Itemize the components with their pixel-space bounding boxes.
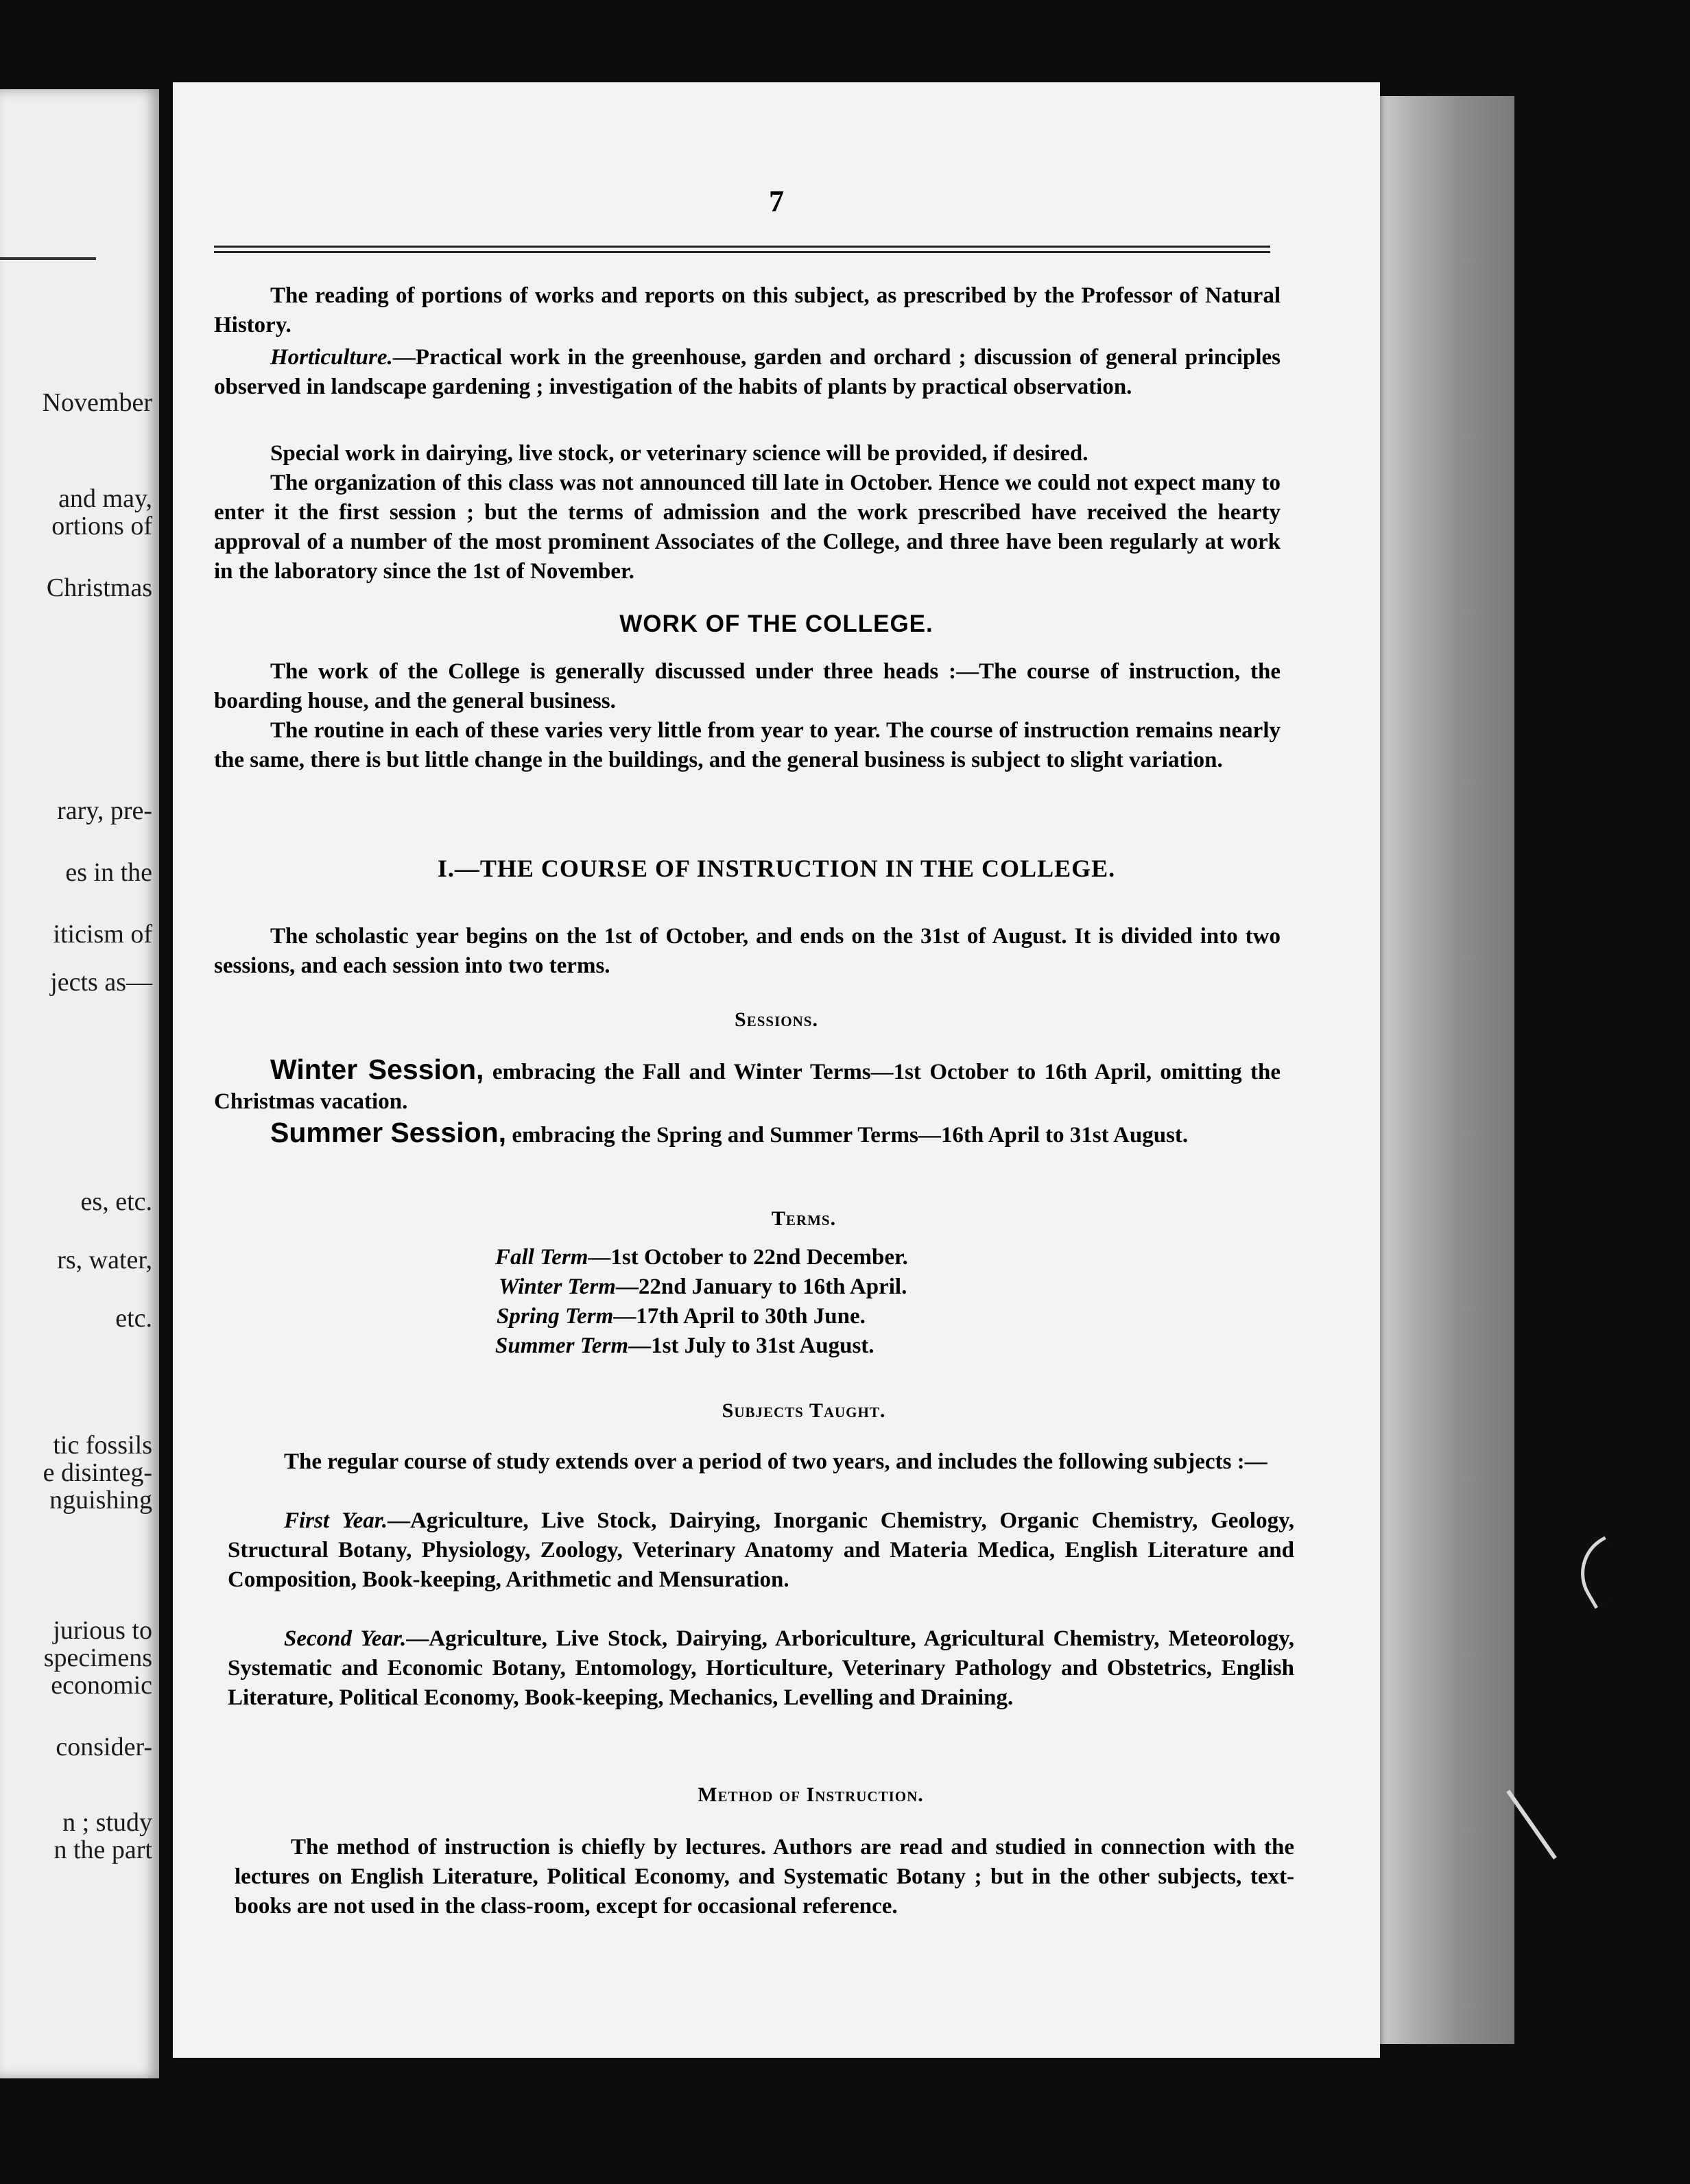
paragraph-text: The work of the College is generally discussed under three heads :—The course of instruction, the boarding house, and the general business. (214, 659, 1281, 713)
term-dates: —1st July to 31st August. (628, 1333, 874, 1358)
paragraph-text: embracing the Spring and Summer Terms—16th April to 31st August. (506, 1123, 1189, 1148)
left-page-fragment: November (42, 388, 152, 417)
heading-subjects-taught: Subjects Taught. (722, 1399, 886, 1422)
left-page-fragment: and may, (58, 484, 152, 513)
left-page-fragment: iticism of (53, 920, 152, 949)
left-facing-page (0, 89, 159, 2078)
term-dates: —17th April to 30th June. (613, 1304, 866, 1329)
left-page-fragment: rs, water, (57, 1246, 152, 1274)
term-dates: —22nd January to 16th April. (615, 1274, 907, 1299)
left-page-fragment: Christmas (46, 573, 152, 602)
left-page-fragment: economic (51, 1671, 152, 1700)
first-year-label: First Year. (284, 1508, 388, 1533)
heading-course-of-instruction: I.—THE COURSE OF INSTRUCTION IN THE COLLEGE. (437, 855, 1116, 882)
left-page-fragment: es in the (65, 858, 152, 887)
term-name: Spring Term (497, 1304, 614, 1329)
paragraph-routine (214, 716, 1281, 775)
left-page-fragment: specimens (43, 1643, 152, 1672)
paragraph-method (235, 1833, 1294, 1921)
summer-session-label: Summer Session, (270, 1117, 507, 1148)
paragraph-regular-course (228, 1447, 1294, 1477)
term-name: Summer Term (495, 1333, 629, 1358)
paragraph-text: —Agriculture, Live Stock, Dairying, Arboriculture, Agricultural Chemistry, Meteorology, Systematic and Economic Botany, Entomology, Horticulture, Veterinary Pathology and Obstetrics, English Literature, Political Economy, Book-keeping, Mechanics, Levelling and Draining. (228, 1626, 1295, 1710)
second-year-label: Second Year. (284, 1626, 407, 1651)
term-dates: —1st October to 22nd December. (588, 1245, 908, 1270)
heading-work-of-college: WORK OF THE COLLEGE. (619, 610, 933, 637)
heading-method-of-instruction: Method of Instruction. (698, 1783, 924, 1806)
heading-terms: Terms. (771, 1207, 837, 1230)
winter-session-label: Winter Session, (270, 1054, 484, 1085)
scratch-mark (1566, 1536, 1634, 1609)
paragraph-text: —Practical work in the greenhouse, garden and orchard ; discussion of general principles observed in landscape gardening ; investigation of the habits of plants by practical observation. (214, 345, 1281, 399)
paragraph-text: The method of instruction is chiefly by lectures. Authors are read and studied in connection with the lectures on English Literature, Political Economy, and Systematic Botany ; but in the other subjects, text-books are not used in the class-room, except for occasional reference. (235, 1835, 1294, 1919)
left-page-fragment: nguishing (49, 1486, 152, 1515)
paragraph-special-work (214, 439, 1281, 468)
paragraph-text: The reading of portions of works and reports on this subject, as prescribed by the Professor of Natural History. (214, 283, 1281, 337)
paragraph-text: The scholastic year begins on the 1st of October, and ends on the 31st of August. It is divided into two sessions, and each session into two terms. (214, 924, 1281, 978)
left-page-fragment: e disinteg- (43, 1458, 152, 1487)
paragraph-first-year (228, 1506, 1294, 1595)
term-name: Winter Term (499, 1274, 616, 1299)
page-edges (1377, 96, 1514, 2044)
term-name: Fall Term (495, 1245, 588, 1270)
paragraph-reading (214, 281, 1281, 340)
paragraph-scholastic-year (214, 922, 1281, 981)
term-item (495, 1331, 1112, 1361)
left-page-fragment: es, etc. (80, 1187, 152, 1216)
left-page-fragment: rary, pre- (57, 796, 152, 825)
terms-list (495, 1243, 1112, 1361)
paragraph-text: The organization of this class was not announced till late in October. Hence we could not expect many to enter it the first session ; but the terms of admission and the work prescribed have received the hearty approval of a number of the most prominent Associates of the College, and three have been regularly at work in the laboratory since the 1st of November. (214, 471, 1281, 584)
left-page-fragment: jects as— (50, 968, 152, 997)
paragraph-summer-session (214, 1118, 1281, 1150)
paragraph-text: —Agriculture, Live Stock, Dairying, Inorganic Chemistry, Organic Chemistry, Geology, Structural Botany, Physiology, Zoology, Veterinary Anatomy and Materia Medica, English Literature and Composition, Book-keeping, Arithmetic and Mensuration. (228, 1508, 1294, 1592)
left-page-rule (0, 257, 96, 260)
left-page-fragment: tic fossils (53, 1431, 152, 1460)
left-page-fragment: n ; study (62, 1808, 152, 1837)
header-rule (214, 246, 1270, 253)
left-page-fragment: jurious to (53, 1616, 152, 1645)
paragraph-organization (214, 468, 1281, 586)
paragraph-text: Special work in dairying, live stock, or veterinary science will be provided, if desired. (270, 441, 1088, 466)
paragraph-text: embracing the Fall and Winter Terms—1st October to 16th April, omitting the Christmas vacation. (214, 1060, 1281, 1114)
paragraph-text: The routine in each of these varies very little from year to year. The course of instruction remains nearly the same, there is but little change in the buildings, and the general business is subject to slight variation. (214, 718, 1281, 772)
term-item (495, 1243, 1112, 1272)
page-number: 7 (769, 185, 784, 218)
term-item (495, 1302, 1112, 1331)
paragraph-horticulture (214, 343, 1281, 402)
heading-sessions: Sessions. (735, 1008, 818, 1031)
horticulture-label: Horticulture. (270, 345, 393, 370)
left-page-fragment: ortions of (51, 512, 152, 541)
paragraph-second-year (228, 1624, 1294, 1713)
paragraph-winter-session (214, 1055, 1281, 1117)
left-page-fragment: consider- (56, 1733, 152, 1761)
paragraph-work-heads (214, 657, 1281, 716)
left-page-fragment: n the part (53, 1836, 152, 1864)
left-page-fragment: etc. (115, 1304, 152, 1333)
term-item (495, 1272, 1112, 1302)
paragraph-text: The regular course of study extends over a period of two years, and includes the following subjects :— (284, 1449, 1268, 1474)
document-page (173, 82, 1380, 2058)
